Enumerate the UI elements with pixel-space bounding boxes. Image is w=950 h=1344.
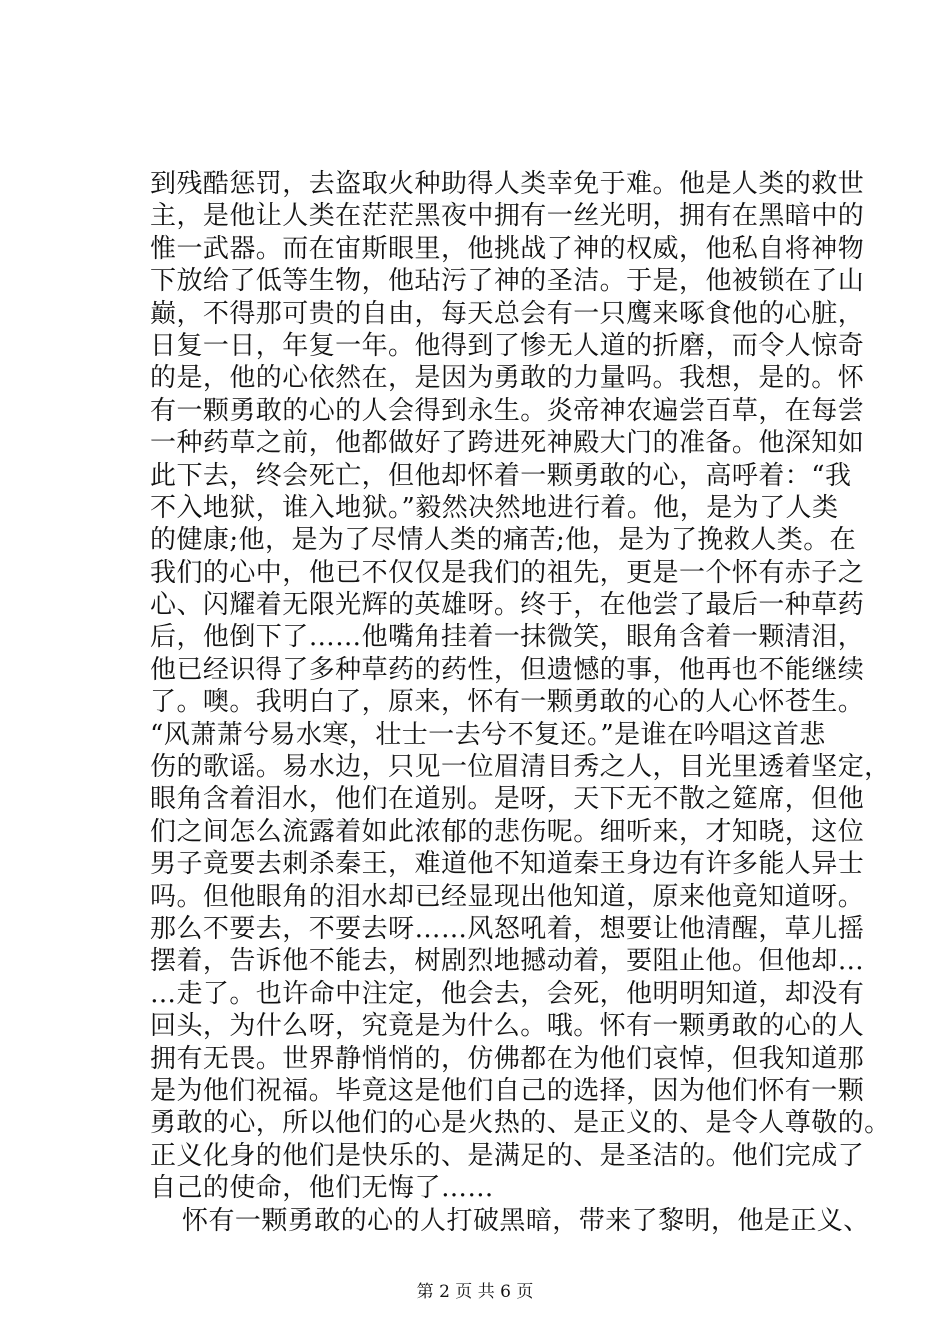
text-line: 主，是他让人类在茫茫黑夜中拥有一丝光明，拥有在黑暗中的 — [150, 201, 865, 232]
text-line: 自己的使命，他们无悔了…… — [150, 1173, 494, 1204]
text-line: 的是，他的心依然在，是因为勇敢的力量吗。我想，是的。怀 — [150, 363, 865, 394]
text-line: 的健康;他，是为了尽情人类的痛苦;他，是为了挽救人类。在 — [150, 525, 857, 556]
text-line: 回头，为什么呀，究竟是为什么。哦。怀有一颗勇敢的心的人 — [150, 1011, 865, 1042]
text-line: 拥有无畏。世界静悄悄的，仿佛都在为他们哀悼，但我知道那 — [150, 1043, 865, 1074]
text-line: 摆着，告诉他不能去，树剧烈地撼动着，要阻止他。但他却… — [150, 946, 865, 977]
text-line: 男子竟要去刺杀秦王，难道他不知道秦王身边有许多能人异士 — [150, 849, 865, 880]
text-line: 此下去，终会死亡，但他却怀着一颗勇敢的心，高呼着：“我 — [150, 460, 852, 491]
text-line: …走了。也许命中注定，他会去，会死，他明明知道，却没有 — [150, 978, 865, 1009]
text-line: 勇敢的心，所以他们的心是火热的、是正义的、是令人尊敬的。 — [150, 1108, 891, 1139]
text-line: 惟一武器。而在宙斯眼里，他挑战了神的权威，他私自将神物 — [150, 233, 865, 264]
text-line: 吗。但他眼角的泪水却已经显现出他知道，原来他竟知道呀。 — [150, 881, 865, 912]
text-line: 有一颗勇敢的心的人会得到永生。炎帝神农遍尝百草，在每尝 — [150, 395, 865, 426]
page-footer — [0, 1281, 950, 1303]
text-line: 下放给了低等生物，他玷污了神的圣洁。于是，他被锁在了山 — [150, 266, 865, 297]
text-line: 那么不要去，不要去呀……风怒吼着，想要让他清醒，草儿摇 — [150, 913, 865, 944]
text-line: 不入地狱，谁入地狱。”毅然决然地进行着。他，是为了人类 — [150, 492, 839, 523]
text-line: 了。噢。我明白了，原来，怀有一颗勇敢的心的人心怀苍生。 — [150, 687, 865, 718]
paragraph-first-line: 怀有一颗勇敢的心的人打破黑暗，带来了黎明，他是正义、 — [182, 1205, 870, 1236]
text-line: 他已经识得了多种草药的药性，但遗憾的事，他再也不能继续 — [150, 654, 865, 685]
text-line: 我们的心中，他已不仅仅是我们的祖先，更是一个怀有赤子之 — [150, 557, 865, 588]
text-line: 眼角含着泪水，他们在道别。是呀，天下无不散之筵席，但他 — [150, 784, 865, 815]
text-line: 巅，不得那可贵的自由，每天总会有一只鹰来啄食他的心脏， — [150, 298, 865, 329]
page-number: 第 2 页 共 6 页 — [416, 1282, 534, 1302]
text-line: 后，他倒下了……他嘴角挂着一抹微笑，眼角含着一颗清泪， — [150, 622, 865, 653]
text-line: 到残酷惩罚，去盗取火种助得人类幸免于难。他是人类的救世 — [150, 169, 865, 199]
text-line: 心、闪耀着无限光辉的英雄呀。终于，在他尝了最后一种草药 — [150, 590, 865, 621]
text-line: 是为他们祝福。毕竟这是他们自己的选择，因为他们怀有一颗 — [150, 1075, 865, 1106]
text-line: 正义化身的他们是快乐的、是满足的、是圣洁的。他们完成了 — [150, 1140, 865, 1171]
text-line: 伤的歌谣。易水边，只见一位眉清目秀之人，目光里透着坚定， — [150, 752, 891, 783]
text-line: 们之间怎么流露着如此浓郁的悲伤呢。细听来，才知晓，这位 — [150, 816, 865, 847]
text-line: 日复一日，年复一年。他得到了惨无人道的折磨，而令人惊奇 — [150, 330, 865, 361]
body-text — [150, 168, 891, 1237]
text-line: “风萧萧兮易水寒，壮士一去兮不复还。”是谁在吟唱这首悲 — [150, 719, 826, 750]
text-line: 一种药草之前，他都做好了跨进死神殿大门的准备。他深知如 — [150, 428, 865, 459]
